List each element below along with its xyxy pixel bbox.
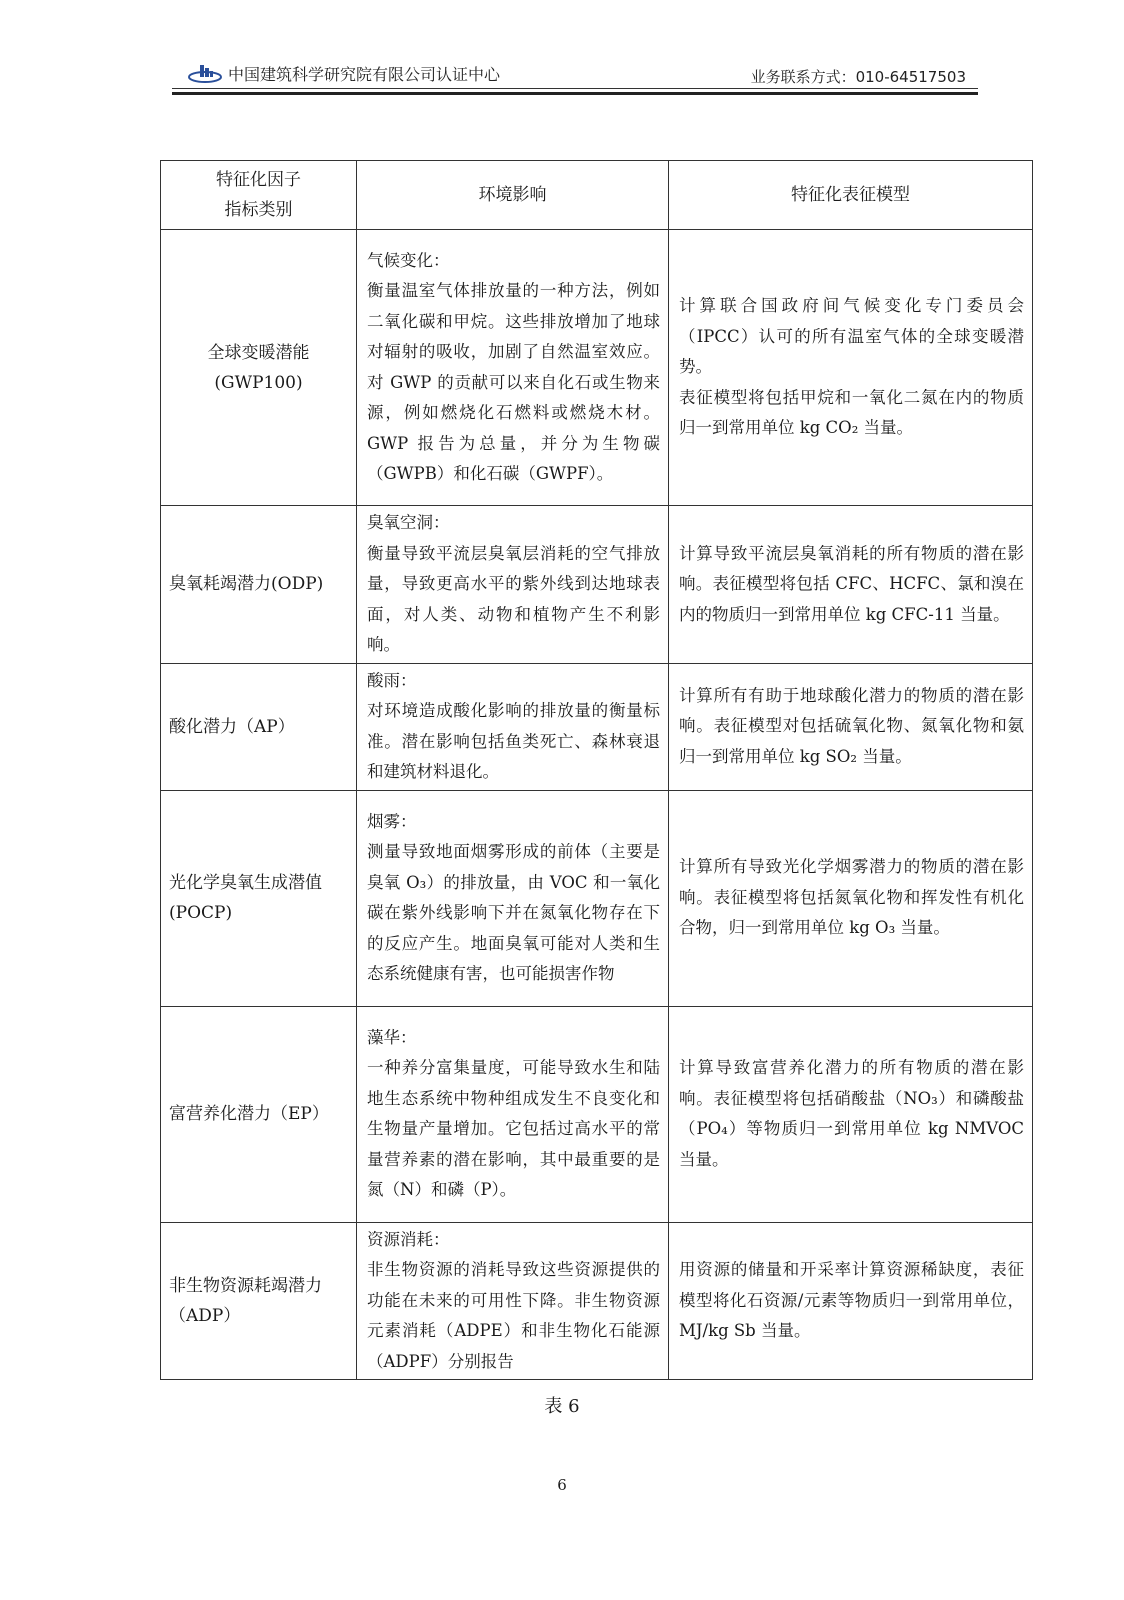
impact-cell: 酸雨： 对环境造成酸化影响的排放量的衡量标准。潜在影响包括鱼类死亡、森林衰退和建筑材料退化。: [357, 663, 669, 790]
category-cell: 全球变暖潜能 (GWP100): [161, 230, 357, 506]
impact-cell: 资源消耗： 非生物资源的消耗导致这些资源提供的功能在未来的可用性下降。非生物资源元素消耗（ADPE）和非生物化石能源（ADPF）分别报告: [357, 1222, 669, 1380]
category-cell: 非生物资源耗竭潜力（ADP）: [161, 1222, 357, 1380]
model-cell: 计算所有有助于地球酸化潜力的物质的潜在影响。表征模型对包括硫氧化物、氮氧化物和氨归一到常用单位 kg SO₂ 当量。: [669, 663, 1033, 790]
table-row: [161, 230, 1033, 506]
header-category: 特征化因子 指标类别: [161, 161, 357, 230]
table-caption: 表 6: [544, 1396, 580, 1417]
category-cell: 富营养化潜力（EP）: [161, 1006, 357, 1222]
model-cell: 计算导致平流层臭氧消耗的所有物质的潜在影响。表征模型将包括 CFC、HCFC、氯和溴在内的物质归一到常用单位 kg CFC-11 当量。: [669, 506, 1033, 664]
model-cell: 计算所有导致光化学烟雾潜力的物质的潜在影响。表征模型将包括氮氧化物和挥发性有机化合物，归一到常用单位 kg O₃ 当量。: [669, 790, 1033, 1006]
header-model: 特征化表征模型: [669, 161, 1033, 230]
model-cell: 计算联合国政府间气候变化专门委员会（IPCC）认可的所有温室气体的全球变暖潜势。 表征模型将包括甲烷和一氧化二氮在内的物质归一到常用单位 kg CO₂ 当量。: [669, 230, 1033, 506]
category-cell: 臭氧耗竭潜力(ODP): [161, 506, 357, 664]
header-divider: [172, 88, 978, 89]
header-impact: 环境影响: [357, 161, 669, 230]
page-number: 6: [557, 1476, 567, 1494]
impact-cell: 气候变化： 衡量温室气体排放量的一种方法，例如二氧化碳和甲烷。这些排放增加了地球对辐射的吸收，加剧了自然温室效应。对 GWP 的贡献可以来自化石或生物来源，例如燃烧化石燃料或燃烧木材。GWP 报告为总量，并分为生物碳（GWPB）和化石碳（GWPF）。: [357, 230, 669, 506]
org-name: 中国建筑科学研究院有限公司认证中心: [228, 65, 501, 84]
impact-cell: 臭氧空洞： 衡量导致平流层臭氧层消耗的空气排放量，导致更高水平的紫外线到达地球表面，对人类、动物和植物产生不利影响。: [357, 506, 669, 664]
impact-cell: 烟雾： 测量导致地面烟雾形成的前体（主要是臭氧 O₃）的排放量，由 VOC 和一氧化碳在紫外线影响下并在氮氧化物存在下的反应产生。地面臭氧可能对人类和生态系统健康有害，也可能损害作物: [357, 790, 669, 1006]
table-row: [161, 1006, 1033, 1222]
table-row: [161, 663, 1033, 790]
header-divider-thick: [172, 92, 978, 95]
contact-info: 业务联系方式：010-64517503: [750, 68, 966, 86]
page-header: [172, 56, 978, 90]
table-header-row: [161, 161, 1033, 230]
table-row: [161, 790, 1033, 1006]
table-row: [161, 506, 1033, 664]
impact-category-table: [160, 160, 1033, 1380]
impact-cell: 藻华： 一种养分富集量度，可能导致水生和陆地生态系统中物种组成发生不良变化和生物量产量增加。它包括过高水平的常量营养素的潜在影响，其中最重要的是氮（N）和磷（P）。: [357, 1006, 669, 1222]
model-cell: 计算导致富营养化潜力的所有物质的潜在影响。表征模型将包括硝酸盐（NO₃）和磷酸盐（PO₄）等物质归一到常用单位 kg NMVOC 当量。: [669, 1006, 1033, 1222]
category-cell: 酸化潜力（AP）: [161, 663, 357, 790]
table-row: [161, 1222, 1033, 1380]
model-cell: 用资源的储量和开采率计算资源稀缺度，表征模型将化石资源/元素等物质归一到常用单位，MJ/kg Sb 当量。: [669, 1222, 1033, 1380]
building-logo-icon: [188, 62, 222, 84]
category-cell: 光化学臭氧生成潜值(POCP): [161, 790, 357, 1006]
